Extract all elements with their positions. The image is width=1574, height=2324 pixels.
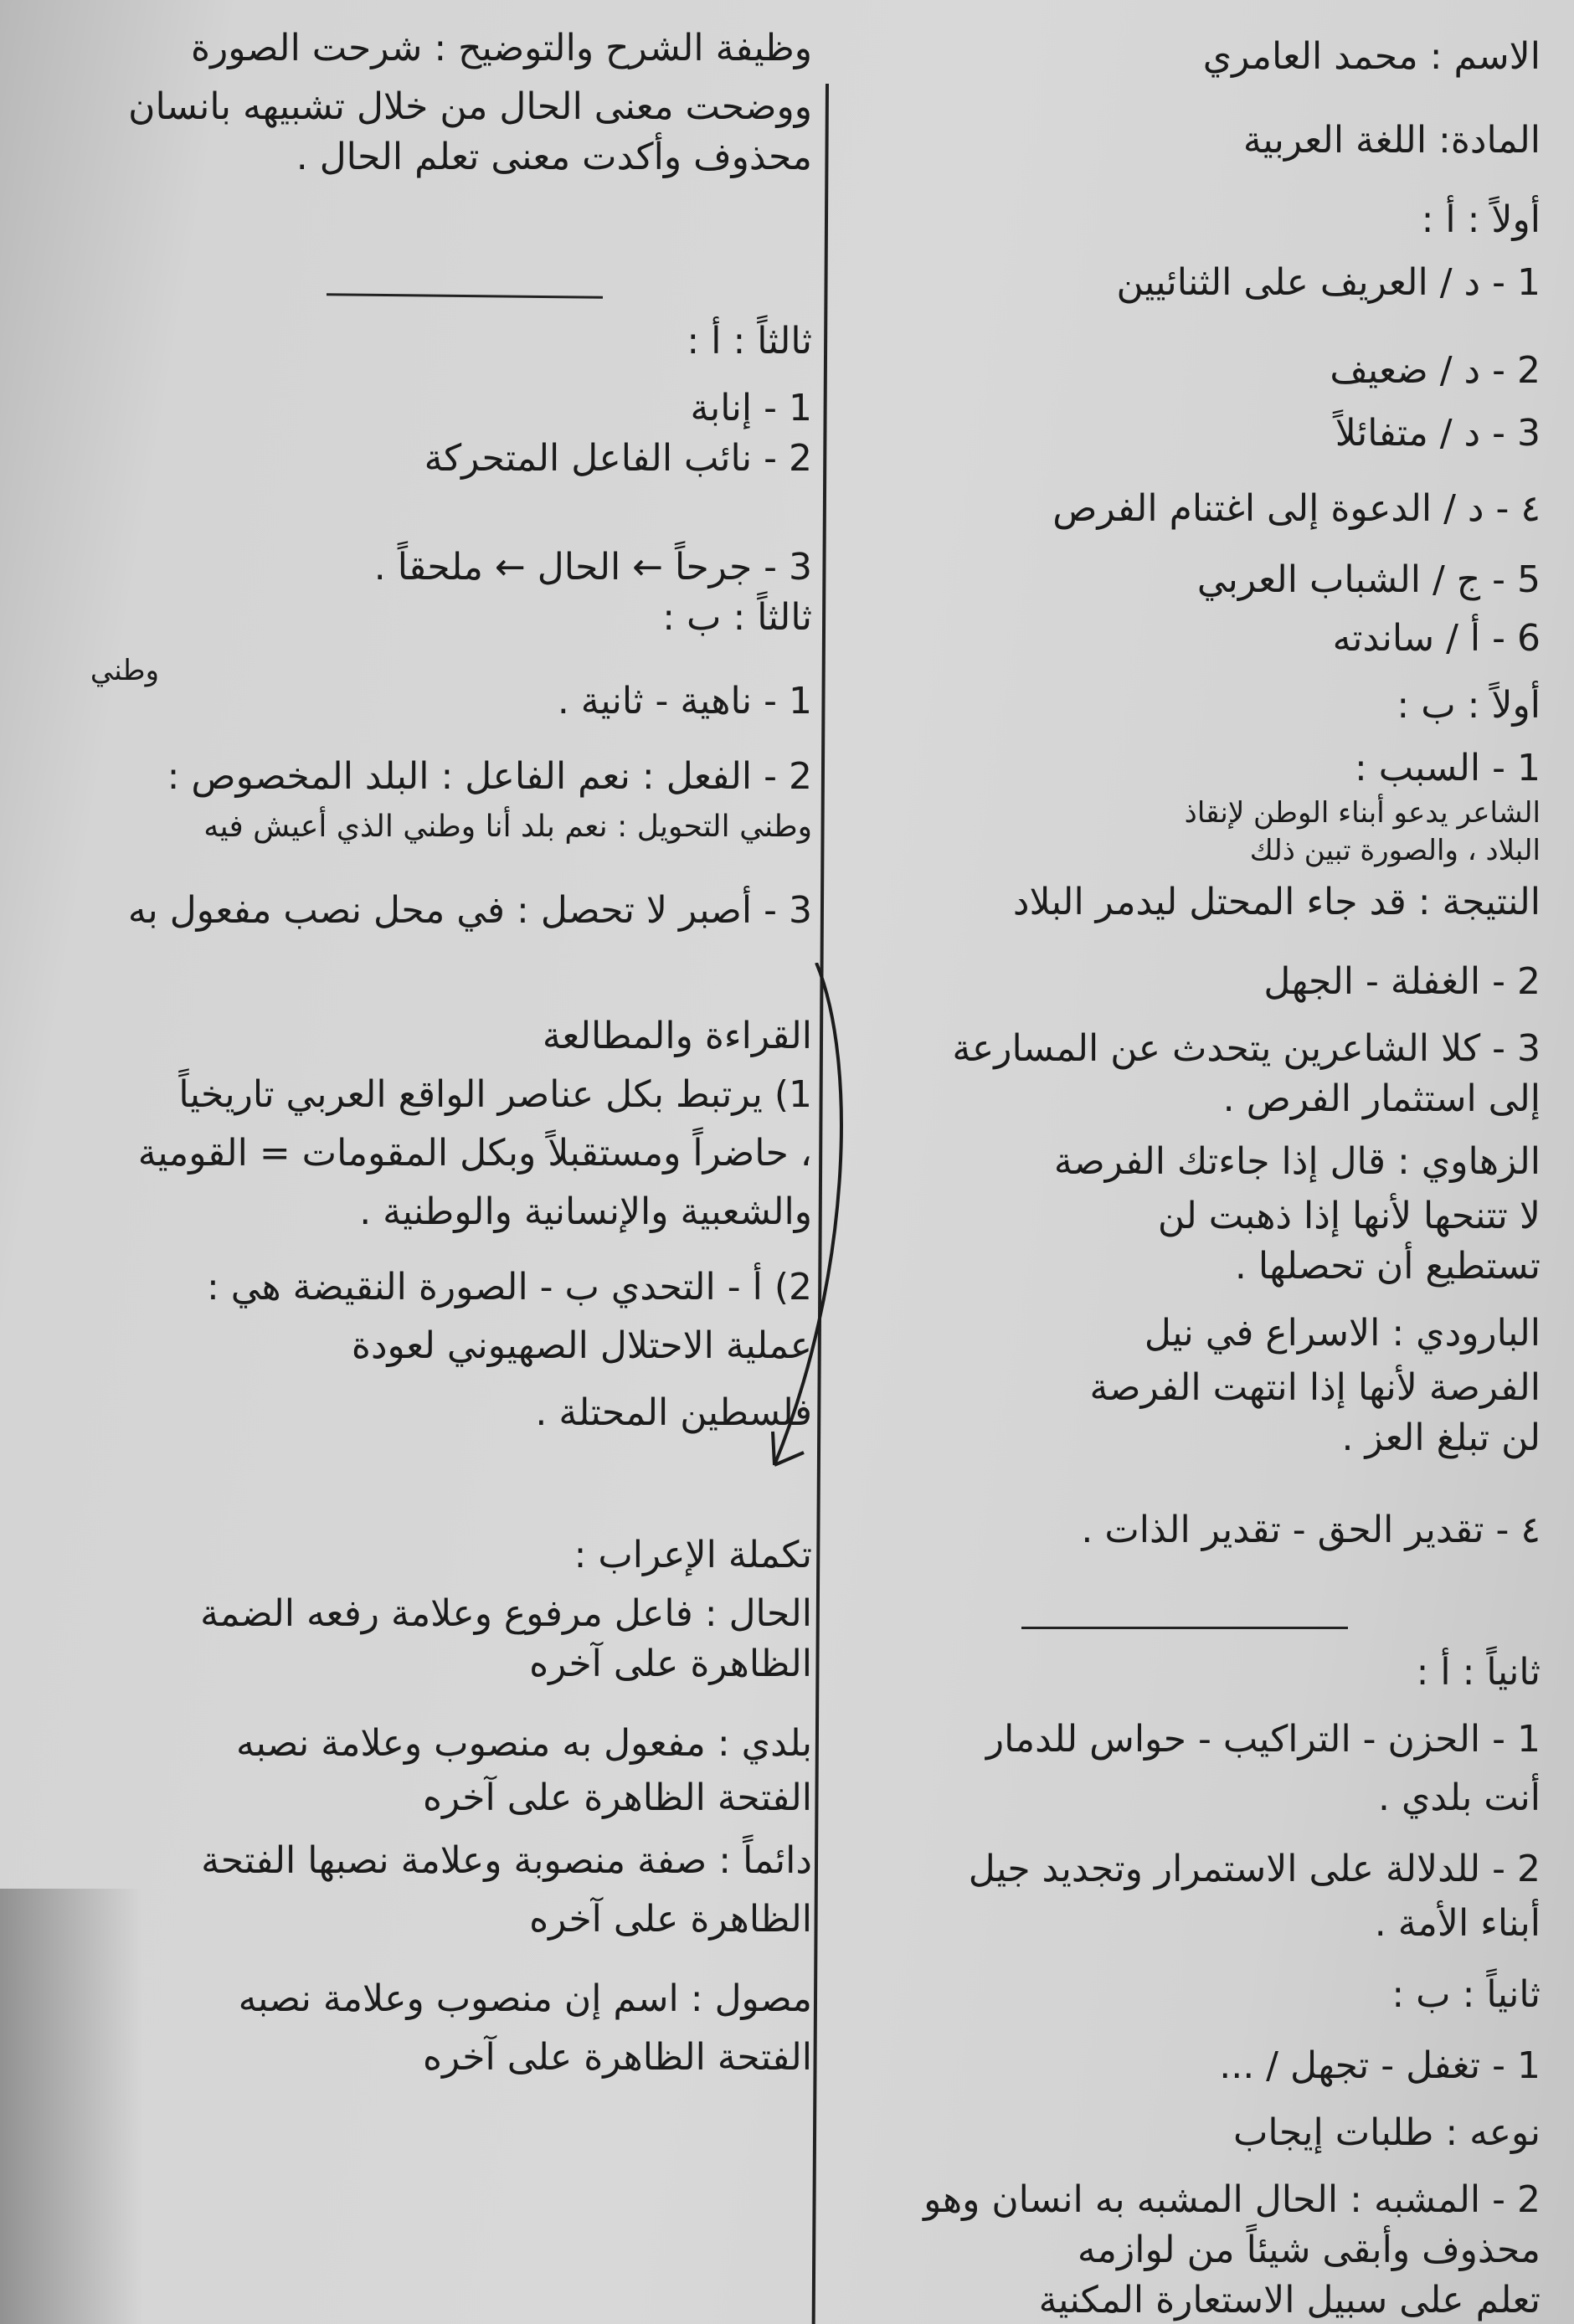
separator-rule-right (1021, 1627, 1348, 1629)
answer-line: نوعه : طلبات إيجاب (1233, 2111, 1541, 2154)
answer-line: 1 - إنابة (690, 387, 812, 429)
answer-line: 3 - كلا الشاعرين يتحدث عن المسارعة (952, 1027, 1541, 1070)
answer-line: ووضحت معنى الحال من خلال تشبيهه بانسان (128, 85, 812, 128)
page-shadow (0, 1889, 142, 2324)
answer-line: دائماً : صفة منصوبة وعلامة نصبها الفتحة (201, 1839, 812, 1882)
answer-line: 2 - للدلالة على الاستمرار وتجديد جيل (968, 1848, 1541, 1890)
answer-line: 2) أ - التحدي ب - الصورة النقيضة هي : (207, 1266, 812, 1309)
answer-line: 3 - جرحاً ← الحال ← ملحقاً . (373, 546, 812, 589)
answer-line: البارودي : الاسراع في نيل (1144, 1312, 1541, 1355)
answer-line: 2 - نائب الفاعل المتحركة (424, 437, 812, 480)
section-heading: أولاً : ب : (1397, 684, 1541, 727)
answer-line: ٤ - د / الدعوة إلى اغتنام الفرص (1052, 487, 1541, 530)
answer-line: 6 - أ / ساندته (1332, 617, 1541, 660)
answer-line: الزهاوي : قال إذا جاءتك الفرصة (1053, 1140, 1541, 1183)
answer-line: 1 - السبب : (1354, 747, 1541, 789)
section-heading: ثانياً : ب : (1391, 1973, 1541, 2016)
answer-line: 2 - الغفلة - الجهل (1263, 960, 1541, 1003)
answer-line: 2 - المشبه : الحال المشبه به انسان وهو (923, 2178, 1541, 2221)
answer-line: وطني التحويل : نعم بلد أنا وطني الذي أعيش فيه (203, 810, 812, 844)
answer-line: إلى استثمار الفرص . (1222, 1077, 1541, 1120)
section-heading: أولاً : أ : (1421, 198, 1541, 241)
answer-line: 1) يرتبط بكل عناصر الواقع العربي تاريخياً (178, 1073, 812, 1116)
answer-line: ، حاضراً ومستقبلاً وبكل المقومات = القومية (137, 1132, 812, 1175)
answer-line: 1 - د / العريف على الثنائيين (1116, 261, 1541, 304)
answer-line: والشعبية والإنسانية والوطنية . (359, 1190, 812, 1233)
answer-line: 1 - ناهية - ثانية . (557, 680, 812, 722)
answer-line: محذوف وأكدت معنى تعلم الحال . (296, 136, 812, 178)
margin-note: وطني (90, 654, 159, 687)
answer-line: تعلم على سبيل الاستعارة المكنية (1038, 2279, 1541, 2321)
section-heading: ثالثاً : أ : (687, 320, 812, 362)
answer-line: 3 - د / متفائلاً (1335, 412, 1541, 455)
answer-line: الفرصة لأنها إذا انتهت الفرصة (1089, 1366, 1541, 1409)
answer-line: 1 - تغفل - تجهل / ... (1219, 2044, 1541, 2087)
answer-line: الفتحة الظاهرة على آخره (422, 1776, 812, 1819)
answer-line: 2 - الفعل : نعم الفاعل : البلد المخصوص : (167, 755, 812, 798)
answer-line: أنت بلدي . (1378, 1776, 1541, 1819)
answer-line: محذوف وأبقى شيئاً من لوازمه (1077, 2229, 1541, 2271)
answer-line: 1 - الحزن - التراكيب - حواس للدمار (985, 1718, 1541, 1761)
answer-line: عملية الاحتلال الصهيوني لعودة (351, 1324, 812, 1367)
answer-line: تستطيع أن تحصلها . (1234, 1245, 1541, 1288)
answer-line: الحال : فاعل مرفوع وعلامة رفعه الضمة (200, 1592, 812, 1635)
section-heading: ثانياً : أ : (1416, 1651, 1541, 1694)
answer-line: 3 - أصبر لا تحصل : في محل نصب مفعول به (127, 889, 812, 932)
answer-line: الظاهرة على آخره (529, 1643, 812, 1685)
answer-line: بلدي : مفعول به منصوب وعلامة نصبه (235, 1722, 812, 1765)
subject-name: المادة: اللغة العربية (1242, 119, 1541, 162)
answer-line: 5 - ج / الشباب العربي (1196, 558, 1541, 601)
answer-line: البلاد ، والصورة تبين ذلك (1249, 834, 1541, 867)
section-heading: ثالثاً : ب : (662, 596, 812, 639)
answer-line: الفتحة الظاهرة على آخره (422, 2036, 812, 2079)
section-heading: القراءة والمطالعة (542, 1015, 812, 1057)
answer-line: لن تبلغ العز . (1341, 1417, 1541, 1459)
answer-line: 2 - د / ضعيف (1330, 349, 1541, 392)
answer-line: لا تتنحها لأنها إذا ذهبت لن (1157, 1195, 1541, 1237)
answer-line: فلسطين المحتلة . (535, 1391, 812, 1434)
answer-line: النتيجة : قد جاء المحتل ليدمر البلاد (1012, 881, 1541, 923)
answer-line: الشاعر يدعو أبناء الوطن لإنقاذ (1184, 796, 1541, 830)
answer-line: مصول : اسم إن منصوب وعلامة نصبه (238, 1977, 812, 2020)
section-heading: تكملة الإعراب : (574, 1534, 812, 1576)
answer-line: ٤ - تقدير الحق - تقدير الذات . (1081, 1509, 1541, 1551)
answer-line: الظاهرة على آخره (529, 1898, 812, 1941)
answer-line: أبناء الأمة . (1374, 1902, 1541, 1945)
student-name: الاسم : محمد العامري (1202, 35, 1541, 78)
answer-line: وظيفة الشرح والتوضيح : شرحت الصورة (190, 27, 812, 69)
